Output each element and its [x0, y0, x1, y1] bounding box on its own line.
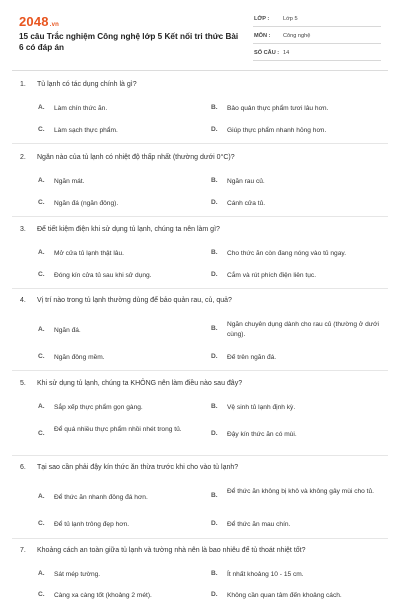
option-label: C.	[38, 353, 45, 360]
option-label: B.	[211, 403, 218, 410]
meta-value: 14	[283, 50, 290, 56]
option-label: B.	[211, 249, 218, 256]
option-label: B.	[211, 570, 218, 577]
question-text: Vị trí nào trong tủ lạnh thường dùng để bảo quản rau, củ, quả?	[37, 297, 232, 304]
question-number: 7.	[20, 547, 26, 554]
option-text: Cánh cửa tủ.	[227, 200, 266, 207]
option-text: Đậy kín thức ăn có mùi.	[227, 431, 297, 438]
option-label: A.	[38, 570, 45, 577]
header	[0, 0, 400, 70]
option-text: Không cần quan tâm đến khoảng cách.	[227, 592, 342, 599]
meta-value: Công nghệ	[283, 33, 311, 39]
option-text: Bảo quản thực phẩm tươi lâu hơn.	[227, 105, 329, 112]
option-text: Làm chín thức ăn.	[54, 105, 108, 112]
question-divider	[12, 143, 388, 144]
question-text: Khoảng cách an toàn giữa tủ lạnh và tường nhà nên là bao nhiêu để tủ thoát nhiệt tốt?	[37, 547, 306, 554]
option-label: A.	[38, 104, 45, 111]
option-text: Ngăn đông mềm.	[54, 354, 105, 361]
page-title: 15 câu Trắc nghiệm Công nghệ lớp 5 Kết nối tri thức Bài 6 có đáp án	[19, 32, 239, 52]
option-label: A.	[38, 403, 45, 410]
logo-main: 2048	[19, 14, 49, 29]
question-number: 4.	[20, 297, 26, 304]
option-label: B.	[211, 104, 218, 111]
question-number: 6.	[20, 464, 26, 471]
option-text: Cắm và rút phích điện liên tục.	[227, 272, 317, 279]
option-text: Ngăn mát.	[54, 178, 85, 185]
option-text: Làm sạch thực phẩm.	[54, 127, 118, 134]
question-number: 1.	[20, 81, 26, 88]
option-label: B.	[211, 492, 218, 499]
option-label: A.	[38, 493, 45, 500]
question-number: 3.	[20, 226, 26, 233]
option-label: D.	[211, 591, 218, 598]
option-text: Để thức ăn không bị khô và không gây mùi cho tủ.	[227, 488, 375, 495]
option-label: C.	[38, 199, 45, 206]
option-text: Để thức ăn mau chín.	[227, 521, 291, 528]
question-divider	[12, 370, 388, 371]
option-text: Để tủ lạnh trông đẹp hơn.	[54, 521, 130, 528]
option-text: Mở cửa tủ lạnh thật lâu.	[54, 250, 124, 257]
site-logo[interactable]	[19, 14, 59, 29]
option-label: C.	[38, 430, 45, 437]
question-divider	[12, 455, 388, 456]
question-text: Tại sao cần phải đậy kín thức ăn thừa trước khi cho vào tủ lạnh?	[37, 464, 239, 471]
option-text: Đóng kín cửa tủ sau khi sử dụng.	[54, 272, 152, 279]
question-divider	[12, 216, 388, 217]
option-label: D.	[211, 126, 218, 133]
option-label: A.	[38, 326, 45, 333]
meta-value: Lớp 5	[283, 16, 298, 22]
option-label: D.	[211, 271, 218, 278]
question-number: 2.	[20, 154, 26, 161]
question-divider	[12, 288, 388, 289]
option-label: A.	[38, 177, 45, 184]
option-label: C.	[38, 126, 45, 133]
logo-suffix: .vn	[49, 22, 60, 28]
meta-row-subject	[253, 29, 381, 44]
meta-row-count	[253, 46, 381, 61]
option-text: Càng xa càng tốt (khoảng 2 mét).	[54, 592, 152, 599]
option-text: Để thức ăn nhanh đông đá hơn.	[54, 494, 148, 501]
option-text: Ngăn đá.	[54, 327, 81, 334]
question-number: 5.	[20, 380, 26, 387]
option-label: B.	[211, 325, 218, 332]
option-text: Ngăn rau củ.	[227, 178, 265, 185]
option-text: Sát mép tường.	[54, 571, 101, 578]
option-text: Sắp xếp thực phẩm gọn gàng.	[54, 404, 143, 411]
option-text: Giúp thực phẩm nhanh hỏng hơn.	[227, 127, 327, 134]
option-text: Ngăn đá (ngăn đông).	[54, 200, 119, 207]
option-text: Đế trên ngăn đá.	[227, 354, 277, 361]
question-divider	[12, 538, 388, 539]
question-text: Khi sử dụng tủ lạnh, chúng ta KHÔNG nên làm điều nào sau đây?	[37, 380, 243, 387]
question-text: Tủ lạnh có tác dụng chính là gì?	[37, 81, 137, 88]
question-text: Để tiết kiệm điện khi sử dụng tủ lạnh, chúng ta nên làm gì?	[37, 226, 220, 233]
meta-key: SỐ CÂU :	[254, 50, 280, 56]
question-text: Ngăn nào của tủ lạnh có nhiệt độ thấp nhất (thường dưới 0°C)?	[37, 154, 235, 161]
option-text: Để quá nhiều thực phẩm nhồi nhét trong tủ.	[54, 426, 182, 433]
meta-key: MÔN :	[254, 33, 271, 39]
header-divider	[12, 70, 388, 71]
meta-key: LỚP :	[254, 16, 270, 22]
option-label: C.	[38, 271, 45, 278]
option-label: D.	[211, 199, 218, 206]
option-label: D.	[211, 430, 218, 437]
option-text: Ít nhất khoảng 10 - 15 cm.	[227, 571, 304, 578]
option-text: Vệ sinh tủ lạnh định kỳ.	[227, 404, 296, 411]
meta-row-grade	[253, 12, 381, 27]
option-label: C.	[38, 520, 45, 527]
meta-info	[253, 12, 381, 63]
option-text: Ngăn chuyên dụng dành cho rau củ (thường ở dưới cùng).	[227, 321, 379, 338]
option-label: D.	[211, 353, 218, 360]
option-label: D.	[211, 520, 218, 527]
option-text: Cho thức ăn còn đang nóng vào tủ ngay.	[227, 250, 347, 257]
option-label: A.	[38, 249, 45, 256]
option-label: B.	[211, 177, 218, 184]
option-label: C.	[38, 591, 45, 598]
